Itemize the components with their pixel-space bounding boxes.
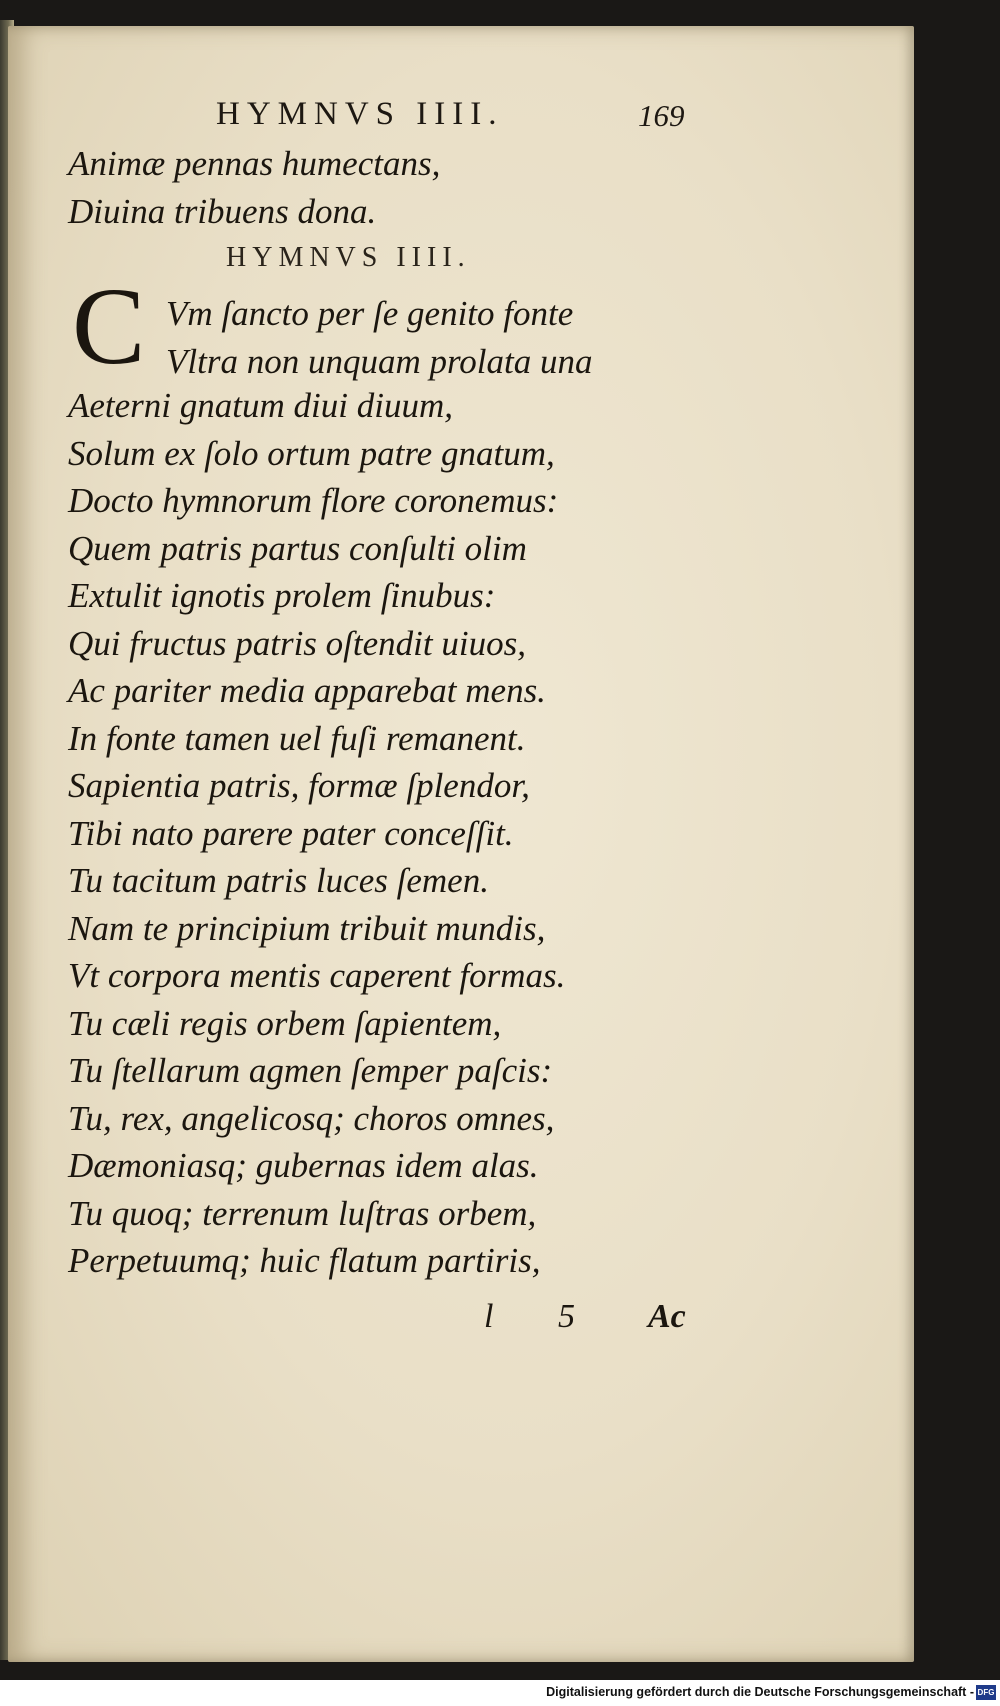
verse-line: Quem patris partus conſulti olim: [68, 528, 527, 568]
verse-line: Tibi nato parere pater conceſſit.: [68, 813, 514, 853]
verse-line: Perpetuumq; huic flatum partiris,: [68, 1241, 541, 1280]
hymn-text: [68, 382, 565, 1285]
verse-line: Qui fructus patris oſtendit uiuos,: [68, 623, 526, 663]
verse-line: Extulit ignotis prolem ſinubus:: [68, 576, 496, 615]
drop-capital: C: [72, 265, 146, 387]
digitization-footer: [0, 1680, 1000, 1706]
verse-line: Nam te principium tribuit mundis,: [68, 908, 546, 948]
verse-line: Docto hymnorum flore coronemus:: [68, 481, 559, 520]
previous-hymn-ending: [68, 140, 440, 235]
verse-line: Animæ pennas humectans,: [68, 144, 441, 183]
verse-line: Vm ſancto per ſe genito fonte: [166, 294, 574, 333]
funding-credit: Digitalisierung gefördert durch die Deutsche Forschungsgemeinschaft -: [546, 1685, 974, 1699]
verse-line: Tu, rex, angelicosq; choros omnes,: [68, 1098, 555, 1138]
verse-line: Solum ex ſolo ortum patre gnatum,: [68, 433, 555, 473]
catchword: Ac: [648, 1298, 686, 1335]
hymn-heading: HYMNVS IIII.: [226, 242, 471, 273]
verse-line: Dæmoniasq; gubernas idem alas.: [68, 1146, 539, 1185]
verse-line: Ac pariter media apparebat mens.: [68, 671, 546, 710]
verse-line: Tu cæli regis orbem ſapientem,: [68, 1003, 502, 1043]
verse-line: Tu ſtellarum agmen ſemper paſcis:: [68, 1051, 553, 1090]
verse-line: In fonte tamen uel fuſi remanent.: [68, 718, 526, 758]
verse-line: Vt corpora mentis caperent formas.: [68, 956, 566, 995]
verse-line: Sapientia patris, formæ ſplendor,: [68, 766, 530, 805]
verse-line: Diuina tribuens dona.: [68, 191, 377, 231]
running-head: HYMNVS IIII.: [216, 96, 504, 132]
verse-line: Vltra non unquam prolata una: [166, 341, 593, 381]
page-number: 169: [638, 98, 685, 133]
verse-line: Aeterni gnatum diui diuum,: [68, 386, 453, 425]
verse-line: Tu quoq; terrenum luſtras orbem,: [68, 1193, 537, 1233]
dfg-logo: DFG: [976, 1685, 996, 1700]
signature-mark: l 5: [484, 1298, 603, 1335]
drop-cap-lines: [166, 290, 593, 385]
verse-line: Tu tacitum patris luces ſemen.: [68, 861, 489, 900]
